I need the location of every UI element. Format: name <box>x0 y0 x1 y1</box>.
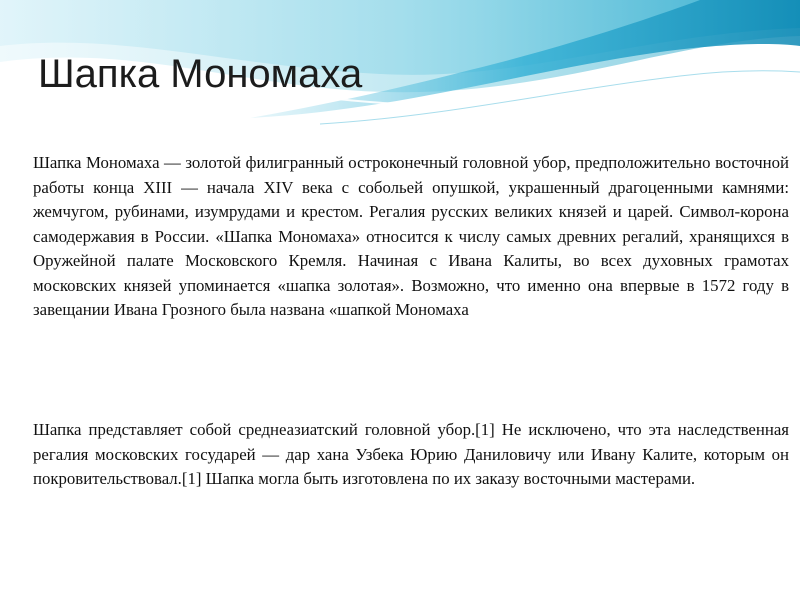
paragraph-description: Шапка Мономаха — золотой филигранный остроконечный головной убор, предположительно восточной работы конца XIII — начала XIV века с собольей опушкой, украшенный драгоценными камнями: жемчугом, рубинами, изумрудами и крестом. Регалия русских великих князей и царей. Символ-корона самодержавия в России. «Шапка Мономаха» относится к числу самых древних регалий, хранящихся в Оружейной палате Московского Кремля. Начиная с Ивана Калиты, во всех духовных грамотах московских князей упоминается «шапка золотая». Возможно, что именно она впервые в 1572 году в завещании Ивана Грозного была названа «шапкой Мономаха <box>33 153 789 319</box>
paragraph-origin: Шапка представляет собой среднеазиатский головной убор.[1] Не исключено, что эта наследственная регалия московских государей — дар хана Узбека Юрию Даниловичу или Ивану Калите, которым он покровительствовал.[1] Шапка могла быть изготовлена по их заказу восточными мастерами. <box>33 420 789 488</box>
slide-title: Шапка Мономаха <box>38 52 363 96</box>
